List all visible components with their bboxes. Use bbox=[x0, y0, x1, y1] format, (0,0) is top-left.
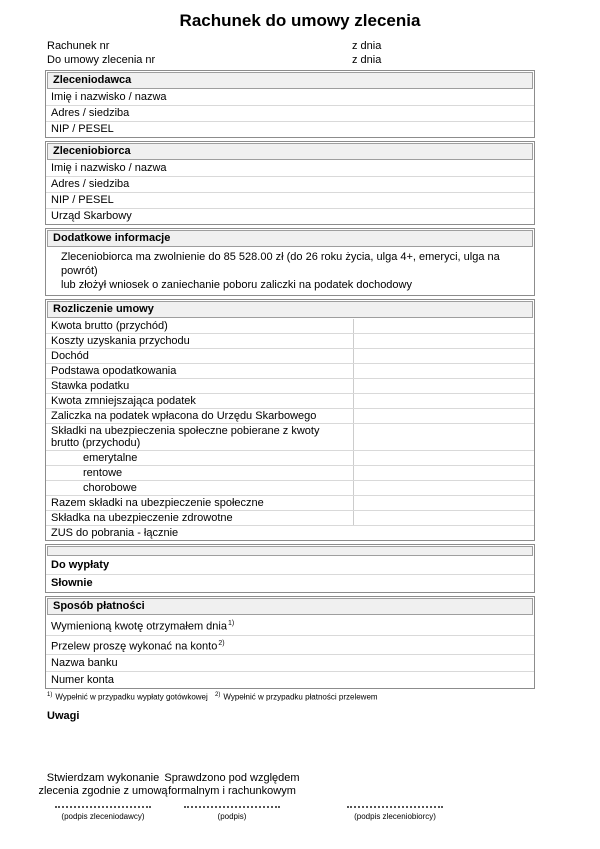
row-value-cell bbox=[353, 451, 534, 465]
section-rozliczenie-umowy bbox=[45, 299, 535, 541]
table-row bbox=[46, 319, 534, 333]
row-label-chorobowe: chorobowe bbox=[83, 482, 137, 494]
row-value-cell bbox=[353, 379, 534, 393]
field-przelew-na-konto bbox=[46, 635, 534, 655]
table-row bbox=[46, 480, 534, 495]
footnote-2-text: Wypełnić w przypadku płatności przelewem bbox=[223, 692, 378, 702]
field-zleceniodawca-address: Adres / siedziba bbox=[46, 105, 534, 121]
row-value-cell bbox=[353, 319, 534, 333]
signature-statement bbox=[152, 772, 312, 799]
row-label-kwota-brutto: Kwota brutto (przychód) bbox=[51, 320, 168, 332]
contract-number-row bbox=[47, 53, 600, 67]
page-title: Rachunek do umowy zlecenia bbox=[179, 11, 421, 30]
section-zleceniodawca bbox=[45, 70, 535, 138]
form-content bbox=[45, 70, 535, 722]
row-label-dochod: Dochód bbox=[51, 350, 89, 362]
footnote-1 bbox=[47, 692, 208, 702]
row-value-cell bbox=[353, 481, 534, 495]
field-zleceniobiorca-name: Imię i nazwisko / nazwa bbox=[51, 162, 167, 174]
invoice-date-label: z dnia bbox=[352, 40, 382, 52]
signature-dotted-line bbox=[55, 806, 151, 808]
signature-statement-line-1: Stwierdzam wykonanie bbox=[46, 772, 160, 784]
signature-caption: (podpis zleceniobiorcy) bbox=[354, 812, 436, 821]
table-row bbox=[46, 408, 534, 423]
table-row bbox=[46, 423, 534, 450]
row-label-rentowe: rentowe bbox=[83, 467, 123, 479]
field-kwote-otrzymalem bbox=[46, 616, 534, 635]
footnote-ref-1: 1) bbox=[227, 620, 235, 627]
section-sposob-platnosci bbox=[45, 596, 535, 689]
signature-dotted-line bbox=[184, 806, 280, 808]
field-zleceniodawca-nip-pesel: NIP / PESEL bbox=[46, 121, 534, 137]
footnote-2-marker: 2) bbox=[215, 692, 221, 699]
table-row bbox=[46, 510, 534, 525]
table-row bbox=[46, 333, 534, 348]
row-value-cell bbox=[353, 511, 534, 525]
field-numer-konta: Numer konta bbox=[46, 671, 534, 688]
row-value-cell bbox=[353, 334, 534, 348]
signature-statement-line-2: zlecenia zgodnie z umową bbox=[38, 785, 168, 797]
signature-col-sprawdzono bbox=[152, 772, 312, 821]
section-rozliczenie-umowy-header: Rozliczenie umowy bbox=[47, 301, 533, 318]
signature-caption: (podpis zleceniodawcy) bbox=[61, 812, 145, 821]
footnotes bbox=[45, 692, 535, 704]
contract-number-label: Do umowy zlecenia nr bbox=[47, 54, 156, 66]
field-slownie: Słownie bbox=[46, 574, 534, 592]
contract-date-label: z dnia bbox=[352, 54, 382, 66]
section-dodatkowe-informacje bbox=[45, 228, 535, 296]
additional-info-text bbox=[46, 248, 534, 295]
section-do-wyplaty bbox=[45, 544, 535, 593]
section-sposob-platnosci-header: Sposób płatności bbox=[47, 598, 533, 615]
row-value-cell bbox=[353, 466, 534, 480]
row-label-kwota-zmniejszajaca: Kwota zmniejszająca podatek bbox=[51, 395, 196, 407]
row-value-cell bbox=[353, 424, 534, 450]
section-zleceniodawca-header: Zleceniodawca bbox=[47, 72, 533, 89]
row-value-cell bbox=[353, 349, 534, 363]
row-label-stawka-podatku: Stawka podatku bbox=[51, 380, 130, 392]
footnote-ref-2: 2) bbox=[218, 639, 225, 647]
table-row bbox=[46, 465, 534, 480]
additional-info-line-1: Zleceniobiorca ma zwolnienie do 85 528.00 zł (do 26 roku życia, ulga 4+, emeryci, ulga na powrót) bbox=[61, 251, 500, 277]
field-zleceniobiorca-urzad-skarbowy: Urząd Skarbowy bbox=[46, 208, 534, 224]
footnote-1-text: Wypełnić w przypadku wypłaty gotówkowej bbox=[55, 692, 208, 702]
invoice-number-row bbox=[47, 39, 600, 53]
uwagi-label: Uwagi bbox=[47, 710, 80, 723]
row-value-cell bbox=[353, 409, 534, 423]
table-row bbox=[46, 363, 534, 378]
table-row bbox=[46, 495, 534, 510]
table-row bbox=[46, 393, 534, 408]
signature-statement-line-1: Sprawdzono pod względem bbox=[164, 772, 300, 784]
field-przelew-na-konto-label: Przelew proszę wykonać na konto bbox=[51, 640, 218, 653]
footnote-1-marker: 1) bbox=[47, 692, 53, 699]
signature-statement-line-2: formalnym i rachunkowym bbox=[168, 785, 296, 797]
footnote-2 bbox=[215, 692, 378, 702]
field-do-wyplaty: Do wypłaty bbox=[51, 559, 110, 571]
row-value-cell bbox=[353, 394, 534, 408]
field-kwote-otrzymalem-label: Wymienioną kwotę otrzymałem dnia bbox=[51, 620, 227, 633]
table-row bbox=[46, 378, 534, 393]
field-zleceniobiorca-address: Adres / siedziba bbox=[46, 176, 534, 192]
signature-dotted-line bbox=[347, 806, 443, 808]
additional-info-line-2: lub złożył wniosek o zaniechanie poboru zaliczki na podatek dochodowy bbox=[61, 279, 412, 291]
do-wyplaty-header-bar bbox=[47, 546, 533, 556]
row-label-skladki-spoleczne: Składki na ubezpieczenia społeczne pobierane z kwoty brutto (przychodu) bbox=[51, 425, 320, 449]
section-zleceniobiorca bbox=[45, 141, 535, 225]
table-row bbox=[46, 348, 534, 363]
signature-caption: (podpis) bbox=[217, 812, 247, 821]
row-label-zaliczka-na-podatek: Zaliczka na podatek wpłacona do Urzędu Skarbowego bbox=[51, 410, 317, 422]
field-zleceniodawca-name: Imię i nazwisko / nazwa bbox=[51, 91, 167, 103]
row-label-koszty-uzyskania: Koszty uzyskania przychodu bbox=[51, 335, 190, 347]
field-nazwa-banku: Nazwa banku bbox=[46, 654, 534, 671]
signature-area bbox=[0, 772, 600, 836]
row-value-cell bbox=[353, 364, 534, 378]
table-row bbox=[46, 525, 534, 540]
row-value-cell bbox=[353, 496, 534, 510]
field-zleceniobiorca-nip-pesel: NIP / PESEL bbox=[46, 192, 534, 208]
section-dodatkowe-informacje-header: Dodatkowe informacje bbox=[47, 230, 533, 247]
row-label-zus-do-pobrania: ZUS do pobrania - łącznie bbox=[51, 527, 179, 539]
row-label-razem-skladki: Razem składki na ubezpieczenie społeczne bbox=[51, 497, 264, 509]
row-label-emerytalne: emerytalne bbox=[83, 452, 138, 464]
row-label-podstawa-opodatkowania: Podstawa opodatkowania bbox=[51, 365, 177, 377]
row-label-skladka-zdrowotna: Składka na ubezpieczenie zdrowotne bbox=[51, 512, 233, 524]
invoice-number-label: Rachunek nr bbox=[47, 40, 110, 52]
signature-col-zleceniobiorca bbox=[315, 772, 475, 821]
signature-statement bbox=[315, 772, 475, 799]
table-row bbox=[46, 450, 534, 465]
section-zleceniobiorca-header: Zleceniobiorca bbox=[47, 143, 533, 160]
